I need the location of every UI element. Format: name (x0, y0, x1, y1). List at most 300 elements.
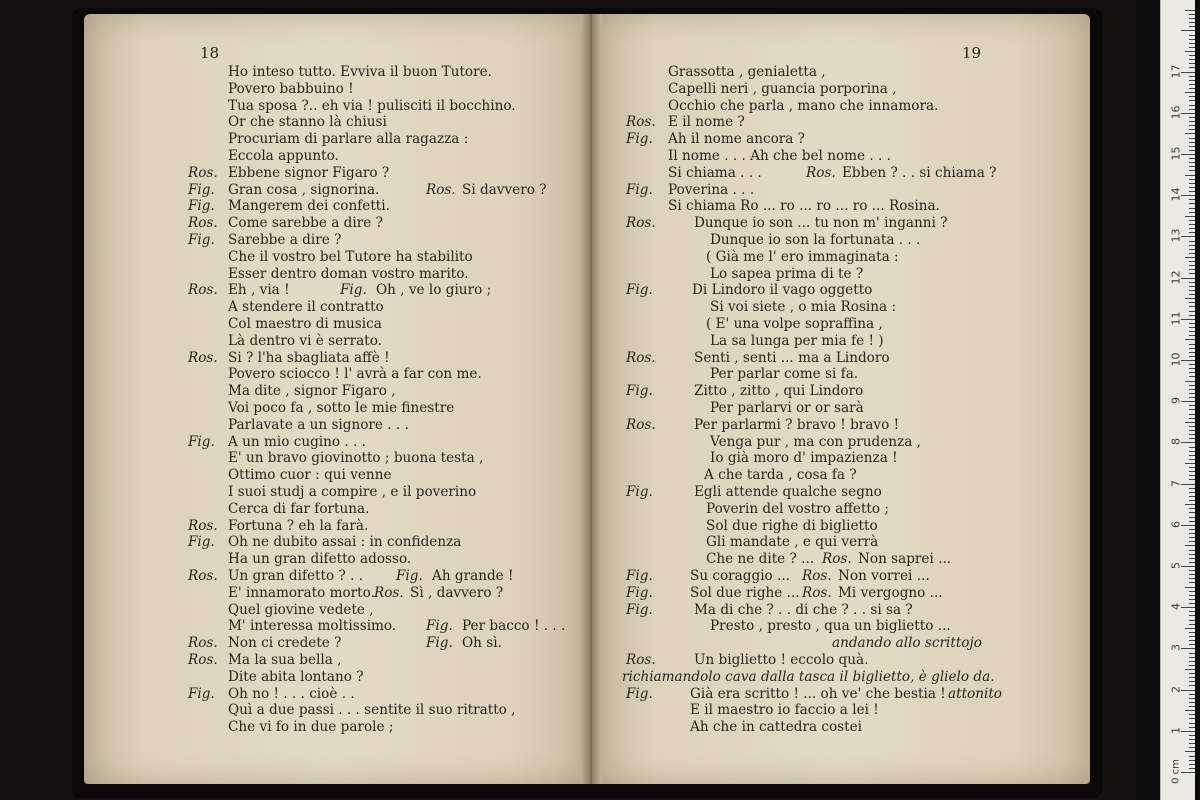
ruler-tick (1185, 257, 1195, 258)
speaker-label: Fig. (188, 198, 215, 215)
verse-text: Povero sciocco ! l' avrà a far con me. (228, 366, 482, 383)
text-line (626, 350, 998, 367)
text-line (188, 702, 573, 719)
ruler-tick (1181, 566, 1195, 567)
ruler-tick (1189, 315, 1195, 316)
ruler-number: 16 (1169, 105, 1183, 120)
speaker-label: Ros. (188, 215, 218, 232)
speaker-label: Ros. (188, 164, 218, 181)
ruler-tick (1185, 216, 1195, 217)
ruler-tick (1189, 80, 1195, 81)
ruler-tick (1189, 677, 1195, 678)
text-line (622, 668, 998, 686)
ruler-tick (1189, 393, 1195, 394)
text-line (188, 719, 573, 736)
ruler-tick (1189, 368, 1195, 369)
ruler-tick (1189, 269, 1195, 270)
ruler-tick (1189, 739, 1195, 740)
ruler-tick (1189, 640, 1195, 641)
ruler-tick (1189, 241, 1195, 242)
text-line (188, 686, 573, 703)
ruler-tick (1189, 492, 1195, 493)
speaker-label: Ros. (188, 652, 218, 668)
speaker-label: Fig. (626, 584, 653, 601)
verse-text: Cerca di far fortuna. (228, 500, 370, 517)
ruler-tick (1189, 591, 1195, 592)
speaker-label: Fig. (426, 618, 453, 635)
ruler-tick (1181, 360, 1195, 361)
text-line (626, 182, 998, 199)
verse-text: Tua sposa ?.. eh via ! pulisciti il bocchino. (228, 97, 516, 114)
ruler-tick (1189, 447, 1195, 448)
ruler-tick (1189, 723, 1195, 724)
text-line (626, 518, 998, 535)
verse-text: Ottimo cuor : qui venne (228, 467, 392, 484)
ruler-tick (1185, 51, 1195, 52)
ruler-tick (1189, 117, 1195, 118)
speaker-label: Fig. (396, 568, 423, 584)
verse-text: Venga pur , ma con prudenza , (710, 433, 921, 450)
ruler-tick (1189, 109, 1195, 110)
text-line (626, 232, 998, 249)
ruler-tick (1181, 319, 1195, 320)
ruler-tick (1189, 183, 1195, 184)
speaker-label: Ros. (626, 215, 656, 232)
text-line (626, 198, 998, 215)
ruler-tick (1189, 179, 1195, 180)
ruler-tick (1189, 352, 1195, 353)
ruler-tick (1189, 55, 1195, 56)
ruler-tick (1181, 442, 1195, 443)
ruler-tick (1189, 735, 1195, 736)
verse-text: Di Lindoro il vago oggetto (692, 282, 873, 299)
ruler-tick (1189, 208, 1195, 209)
verse-text: Mi vergogno ... (838, 584, 943, 601)
verse-text: Oh sì. (462, 635, 502, 652)
speaker-label: Ros. (802, 584, 832, 601)
ruler-tick (1189, 261, 1195, 262)
text-line (188, 534, 573, 551)
ruler-tick (1189, 615, 1195, 616)
verse-text: Si chiama Ro ... ro ... ro ... ro ... Rosina. (668, 198, 940, 215)
speaker-label: Fig. (626, 181, 653, 198)
ruler-tick (1185, 422, 1195, 423)
ruler-number: 8 (1169, 438, 1183, 446)
ruler-tick (1189, 302, 1195, 303)
text-line (626, 719, 998, 736)
ruler-tick (1189, 335, 1195, 336)
ruler-tick (1189, 475, 1195, 476)
text-line (188, 215, 573, 232)
verse-text: Il nome . . . Ah che bel nome . . . (668, 148, 892, 164)
ruler-tick (1189, 694, 1195, 695)
text-line (188, 618, 573, 635)
text-line (626, 383, 998, 400)
text-line (188, 316, 573, 333)
speaker-label: Ros. (188, 635, 218, 652)
verse-text: Eccola appunto. (228, 148, 339, 164)
text-line (188, 366, 573, 383)
ruler-tick (1189, 191, 1195, 192)
ruler-tick (1181, 525, 1195, 526)
ruler-tick (1189, 624, 1195, 625)
ruler-tick (1189, 121, 1195, 122)
verse-text: Ma dite , signor Figaro , (228, 383, 396, 400)
book-gutter (580, 14, 602, 784)
text-line (626, 702, 998, 719)
ruler-tick (1189, 570, 1195, 571)
text-line (188, 249, 573, 266)
ruler-tick (1185, 628, 1195, 629)
verse-text: Per bacco ! . . . (462, 618, 566, 635)
ruler-tick (1189, 212, 1195, 213)
ruler-tick (1189, 150, 1195, 151)
speaker-label: Fig. (188, 534, 215, 551)
text-line (626, 98, 998, 115)
verse-text: Senti , senti ... ma a Lindoro (694, 349, 890, 366)
ruler-tick (1189, 661, 1195, 662)
text-line (188, 81, 573, 98)
ruler-tick (1185, 587, 1195, 588)
verse-text: Io già moro d' impazienza ! (710, 450, 898, 467)
ruler-tick (1189, 500, 1195, 501)
ruler-tick (1189, 100, 1195, 101)
ruler-tick (1189, 756, 1195, 757)
text-line (188, 467, 573, 484)
verse-text: Un gran difetto ? . . (228, 568, 364, 584)
text-line (626, 316, 998, 333)
ruler-tick (1189, 517, 1195, 518)
ruler-tick (1189, 290, 1195, 291)
ruler-tick (1189, 488, 1195, 489)
ruler-tick (1181, 195, 1195, 196)
ruler-tick (1181, 648, 1195, 649)
ruler-tick (1189, 409, 1195, 410)
stage-direction: attonito (948, 685, 1002, 702)
text-line (188, 434, 573, 451)
ruler-tick (1189, 397, 1195, 398)
ruler-unit-label: 0 cm (1170, 759, 1182, 784)
verse-text: Che ne dite ? ... (706, 551, 815, 568)
text-line (188, 652, 573, 669)
ruler-number: 5 (1169, 562, 1183, 569)
verse-text: Esser dentro doman vostro marito. (228, 265, 469, 282)
verse-text: Non saprei ... (858, 551, 952, 568)
ruler-tick (1189, 245, 1195, 246)
ruler-tick (1189, 455, 1195, 456)
verse-text: Col maestro di musica (228, 316, 382, 332)
verse-text: Un biglietto ! eccolo quà. (694, 652, 869, 668)
ruler-tick (1189, 224, 1195, 225)
verse-text: Sol due righe di biglietto (706, 517, 878, 534)
ruler-number: 11 (1169, 311, 1183, 326)
ruler-tick (1189, 348, 1195, 349)
ruler-tick (1189, 344, 1195, 345)
ruler-tick (1181, 607, 1195, 608)
verse-text: Per parlar come si fa. (710, 366, 859, 383)
ruler-tick (1189, 434, 1195, 435)
text-line (626, 602, 998, 619)
text-line (626, 114, 998, 131)
speaker-label: Ros. (188, 568, 218, 584)
ruler-tick (1189, 537, 1195, 538)
ruler-tick (1189, 562, 1195, 563)
text-line (188, 450, 573, 467)
ruler-tick (1189, 18, 1195, 19)
text-line (188, 266, 573, 283)
ruler-tick (1189, 764, 1195, 765)
ruler-tick (1185, 133, 1195, 134)
text-line (626, 148, 998, 165)
ruler-tick (1189, 142, 1195, 143)
speaker-label: Ros. (822, 551, 852, 568)
text-line (188, 568, 573, 585)
ruler-tick (1181, 401, 1195, 402)
verse-text: Egli attende qualche segno (694, 484, 882, 500)
text-line (188, 182, 573, 199)
ruler-tick (1189, 414, 1195, 415)
ruler-tick (1189, 331, 1195, 332)
verse-text: E' innamorato morto. (228, 584, 375, 601)
ruler-tick (1189, 22, 1195, 23)
text-line (188, 501, 573, 518)
ruler-tick (1189, 521, 1195, 522)
verse-text: Si voi siete , o mia Rosina : (710, 299, 897, 316)
ruler-tick (1189, 582, 1195, 583)
ruler-tick (1189, 372, 1195, 373)
verse-text: Lo sapea prima di te ? (710, 265, 864, 282)
page-number-right: 19 (962, 44, 982, 62)
ruler-tick (1185, 463, 1195, 464)
ruler-tick (1189, 768, 1195, 769)
speaker-label: Fig. (626, 601, 653, 618)
verse-text: Come sarebbe a dire ? (228, 215, 383, 232)
ruler-tick (1185, 504, 1195, 505)
ruler-number: 7 (1169, 479, 1183, 487)
ruler-tick (1189, 67, 1195, 68)
verse-text: Ebben ? . . si chiama ? (842, 164, 997, 181)
verse-text: Poverina . . . (668, 181, 755, 198)
ruler-tick (1189, 644, 1195, 645)
ruler-tick (1189, 479, 1195, 480)
ruler-tick (1189, 760, 1195, 761)
text-line (188, 585, 573, 602)
ruler-tick (1189, 63, 1195, 64)
text-line (188, 299, 573, 316)
verse-text: Parlavate a un signore . . . (228, 416, 409, 433)
ruler-tick (1189, 529, 1195, 530)
ruler-tick (1189, 162, 1195, 163)
verse-text: Gran cosa , signorina. (228, 181, 380, 198)
ruler-tick (1189, 467, 1195, 468)
speaker-label: Fig. (188, 433, 215, 450)
ruler-tick (1189, 665, 1195, 666)
verse-text: Gli mandate , e qui verrà (706, 534, 879, 551)
ruler-tick (1189, 158, 1195, 159)
ruler-tick (1189, 418, 1195, 419)
verse-text: Voi poco fa , sotto le mie finestre (228, 400, 455, 416)
ruler-tick (1189, 14, 1195, 15)
verse-text: Ebbene signor Figaro ? (228, 164, 390, 181)
ruler-tick (1189, 747, 1195, 748)
text-line (626, 165, 998, 182)
speaker-label: Ros. (188, 349, 218, 366)
ruler-tick (1189, 578, 1195, 579)
verse-text: ( E' una volpe sopraffina , (706, 316, 883, 332)
ruler-number: 6 (1169, 520, 1183, 528)
ruler-tick (1189, 632, 1195, 633)
text-line (188, 383, 573, 400)
verse-text: Si ? l'ha sbagliata affè ! (228, 349, 390, 366)
verse-text: Per parlarvi or or sarà (710, 400, 864, 416)
ruler-number: 14 (1169, 187, 1183, 202)
verse-text: Ha un gran difetto adosso. (228, 551, 412, 568)
ruler-tick (1189, 88, 1195, 89)
text-line (626, 501, 998, 518)
speaker-label: Fig. (626, 282, 653, 299)
verse-text: Or che stanno là chiusi (228, 114, 387, 131)
text-line (188, 98, 573, 115)
verse-text: Ma la sua bella , (228, 652, 342, 668)
ruler-tick (1189, 35, 1195, 36)
ruler-tick (1189, 265, 1195, 266)
verse-text: Non vorrei ... (838, 568, 930, 584)
ruler-tick (1189, 706, 1195, 707)
ruler-tick (1189, 286, 1195, 287)
verse-text: Eh , via ! (228, 282, 290, 299)
text-line (626, 131, 998, 148)
verse-text: ( Già me l' ero immaginata : (706, 248, 899, 265)
text-line (188, 669, 573, 686)
ruler-tick (1189, 714, 1195, 715)
ruler-tick (1189, 558, 1195, 559)
text-line (188, 551, 573, 568)
ruler-tick (1189, 698, 1195, 699)
verse-text: Quì a due passi . . . sentite il suo ritratto , (228, 702, 516, 719)
verse-text: Dite abita lontano ? (228, 668, 364, 685)
speaker-label: Fig. (188, 685, 215, 702)
ruler-tick (1185, 92, 1195, 93)
text-line (626, 249, 998, 266)
verse-text: Non ci credete ? (228, 635, 342, 652)
verse-text: Poverin del vostro affetto ; (706, 500, 889, 517)
text-line (626, 652, 998, 669)
ruler-tick (1189, 187, 1195, 188)
speaker-label: Fig. (426, 635, 453, 652)
speaker-label: Ros. (626, 114, 656, 131)
ruler-tick (1189, 599, 1195, 600)
ruler-tick (1181, 236, 1195, 237)
ruler-tick (1189, 727, 1195, 728)
ruler-tick (1189, 146, 1195, 147)
ruler-tick (1189, 228, 1195, 229)
ruler-tick (1189, 323, 1195, 324)
ruler-tick (1189, 673, 1195, 674)
text-line (188, 350, 573, 367)
verse-text: Sarebbe a dire ? (228, 232, 342, 248)
ruler-tick (1189, 611, 1195, 612)
text-line (626, 434, 998, 451)
ruler-tick (1189, 426, 1195, 427)
ruler-number: 15 (1169, 146, 1183, 161)
ruler-tick (1189, 459, 1195, 460)
verse-text: Che il vostro bel Tutore ha stabilito (228, 248, 473, 265)
verse-text: Per parlarmi ? bravo ! bravo ! (694, 416, 900, 433)
verse-text: Ah che in cattedra costei (690, 719, 862, 736)
ruler-number: 12 (1169, 270, 1183, 285)
ruler-tick (1189, 595, 1195, 596)
verse-text: Sol due righe ... (690, 584, 800, 601)
text-line (188, 602, 573, 619)
ruler-number: 17 (1169, 64, 1183, 79)
text-line (188, 333, 573, 350)
verse-text: E il maestro io faccio a lei ! (690, 702, 879, 719)
ruler-tick (1189, 96, 1195, 97)
ruler-tick (1189, 84, 1195, 85)
ruler-tick (1189, 718, 1195, 719)
ruler-tick (1189, 743, 1195, 744)
ruler-tick (1189, 364, 1195, 365)
ruler-tick (1189, 496, 1195, 497)
ruler-tick (1185, 175, 1195, 176)
ruler-tick (1181, 72, 1195, 73)
ruler-tick (1189, 438, 1195, 439)
verse-text: Povero babbuino ! (228, 80, 354, 97)
ruler-tick (1189, 681, 1195, 682)
ruler-tick (1189, 389, 1195, 390)
verse-text: Mangerem dei confetti. (228, 198, 390, 215)
ruler-tick (1189, 541, 1195, 542)
verse-text: La sa lunga per mia fe ! ) (710, 332, 884, 349)
speaker-label: Fig. (626, 131, 653, 148)
ruler-tick (1185, 10, 1195, 11)
speaker-label: Ros. (626, 416, 656, 433)
ruler-tick (1189, 105, 1195, 106)
verse-text: andando allo scrittojo (832, 635, 982, 652)
ruler-tick (1189, 471, 1195, 472)
verse-text: Ma di che ? . . di che ? . . si sa ? (694, 601, 913, 618)
verse-text: Oh no ! . . . cioè . . (228, 685, 355, 702)
text-line (626, 484, 998, 501)
page-number-left: 18 (200, 44, 220, 62)
text-line (188, 64, 573, 81)
verse-text: Procuriam di parlare alla ragazza : (228, 131, 469, 148)
ruler-number: 4 (1169, 603, 1183, 611)
ruler-tick (1189, 512, 1195, 513)
speaker-label: Fig. (626, 383, 653, 400)
text-line (626, 450, 998, 467)
text-line (626, 551, 998, 568)
ruler-tick (1185, 710, 1195, 711)
ruler-tick (1189, 327, 1195, 328)
verse-text: Dunque io son ... tu non m' inganni ? (694, 215, 948, 232)
speaker-label: Fig. (188, 181, 215, 198)
ruler-number: 10 (1169, 352, 1183, 367)
ruler-tick (1189, 253, 1195, 254)
ruler-tick (1189, 653, 1195, 654)
ruler-tick (1189, 282, 1195, 283)
ruler-tick (1189, 376, 1195, 377)
verse-text: Si chiama . . . (668, 164, 762, 181)
ruler-tick (1189, 294, 1195, 295)
text-line (626, 568, 998, 585)
verse-text: Quel giovine vedete , (228, 601, 374, 618)
text-line (626, 299, 998, 316)
verse-text: Sì , davvero ? (410, 584, 504, 601)
speaker-label: Ros. (806, 164, 836, 181)
ruler-tick (1189, 138, 1195, 139)
verse-text: Già era scritto ! ... oh ve' che bestia ! (690, 685, 946, 702)
